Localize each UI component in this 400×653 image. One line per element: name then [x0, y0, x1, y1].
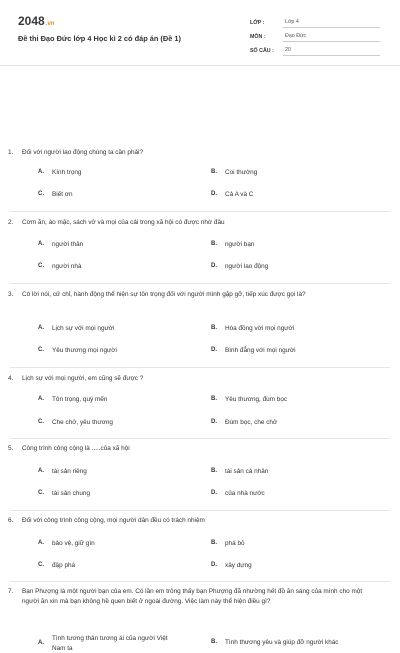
exam-header: [0, 0, 400, 66]
option-d[interactable]: D. người lao động: [211, 263, 269, 270]
option-c[interactable]: C. người nhà: [38, 263, 82, 270]
question-text: Có lời nói, cử chỉ, hành động thể hiện sự tôn trọng đối với người mình gặp gỡ, tiếp xúc được gọi là?: [22, 291, 306, 298]
question-text: Đối với công trình công cộng, mọi người dân đều có trách nhiệm: [22, 517, 205, 524]
meta-class: LỚP : Lớp 4: [250, 14, 380, 28]
divider: [10, 510, 390, 511]
option-c[interactable]: C. tài sản chung: [38, 490, 91, 497]
divider: [10, 367, 390, 368]
option-a[interactable]: A. người thân: [38, 241, 84, 248]
exam-page: 2048.vn Đề thi Đạo Đức lớp 4 Học kì 2 có đáp án (Đề 1) LỚP : Lớp 4 MÔN : Đạo Đức SỐ CÂU : 20 1. Đối với người lao động chúng ta cần phải? A. Kính trọng B. Coi thường C. Biết ơn D. Cả A và C 2. Cơm ăn, áo mặc, sách vở và mọi của cải trong xã hội có được nhờ đâu A. người thân B. người bạn C. người nhà D. người lao động 3. Có lời nói, cử chỉ, hành động thể hiện sự tôn trọng đối với người mình gặp gỡ, tiếp xúc được gọi là? A. Lịch sự với mọi người B. Hòa đồng với mọi người C. Yêu thương mọi người D. Bình đẳng với mọi người 4. Lịch sự với mọi người, em cũng sẽ được ? A. Tôn trọng, quý mến B. Yêu thương, đùm bọc C. Che chở, yêu thương D. Đùm bọc, che chở 5. Công trình công cộng là .....của xã hội A. tài sản riêng B. tài sản cá nhân C. tài sản chung D. của nhà nước 6. Đối với công trình công cộng, mọi người dân đều có trách nhiệm A. bảo vệ, giữ gìn B. phá bỏ C. đập phá D. xây dựng 7. Bạn Phượng là một người bạn của em. Có lần em trông thấy bạn Phượng đã nhường hết đồ ăn sáng của mình cho một người ăn xin mà bạn không hề quen biết ở ngoài đường. Việc làm này thể hiện điều gì? A. Tình tương thân tương ái của người Việt Nam ta B. Tình thương yêu và giúp đỡ người khác: [0, 0, 400, 600]
option-d[interactable]: D. Bình đẳng với mọi người: [211, 347, 296, 354]
divider: [10, 211, 390, 212]
option-d[interactable]: D. của nhà nước: [211, 490, 265, 497]
option-a[interactable]: A. Tôn trọng, quý mến: [38, 396, 108, 403]
option-a[interactable]: A. Tình tương thân tương ái của người Việt Nam ta: [38, 635, 168, 652]
option-a[interactable]: A. tài sản riêng: [38, 468, 87, 475]
question-text: Đối với người lao động chúng ta cần phải?: [22, 149, 144, 156]
question-text: Lịch sự với mọi người, em cũng sẽ được ?: [22, 375, 144, 382]
option-b[interactable]: B. phá bỏ: [211, 540, 245, 547]
site-logo[interactable]: 2048.vn: [18, 14, 55, 28]
question-text: Bạn Phượng là một người bạn của em. Có lần em trông thấy bạn Phượng đã nhường hết đồ ăn sáng của mình cho một người ăn xin mà bạn không hề quen biết ở ngoài đường. Việc làm này thể hiện điều gì?: [22, 588, 363, 605]
question-text: Cơm ăn, áo mặc, sách vở và mọi của cải trong xã hội có được nhờ đâu: [22, 219, 225, 226]
option-a[interactable]: A. Lịch sự với mọi người: [38, 325, 115, 332]
divider: [10, 581, 390, 582]
option-b[interactable]: B. Tình thương yêu và giúp đỡ người khác: [211, 639, 339, 646]
option-c[interactable]: C. Che chở, yêu thương: [38, 419, 113, 426]
exam-meta: [250, 14, 380, 56]
meta-question-count: SỐ CÂU : 20: [250, 42, 380, 56]
option-a[interactable]: A. Kính trọng: [38, 169, 82, 176]
question-text: Công trình công cộng là .....của xã hội: [22, 445, 130, 452]
option-c[interactable]: C. đập phá: [38, 562, 76, 569]
page-title: Đề thi Đạo Đức lớp 4 Học kì 2 có đáp án (Đề 1): [18, 34, 181, 43]
option-d[interactable]: D. Đùm bọc, che chở: [211, 419, 278, 426]
option-d[interactable]: D. xây dựng: [211, 562, 252, 569]
divider: [10, 283, 390, 284]
divider: [10, 438, 390, 439]
option-b[interactable]: B. tài sản cá nhân: [211, 468, 269, 475]
option-a[interactable]: A. bảo vệ, giữ gìn: [38, 540, 95, 547]
option-c[interactable]: C. Yêu thương mọi người: [38, 347, 117, 354]
option-c[interactable]: C. Biết ơn: [38, 191, 73, 198]
option-b[interactable]: B. người bạn: [211, 241, 255, 248]
option-b[interactable]: B. Hòa đồng với mọi người: [211, 325, 295, 332]
meta-subject: MÔN : Đạo Đức: [250, 28, 380, 42]
option-d[interactable]: D. Cả A và C: [211, 191, 254, 198]
option-b[interactable]: B. Yêu thương, đùm bọc: [211, 396, 288, 403]
option-b[interactable]: B. Coi thường: [211, 169, 258, 176]
